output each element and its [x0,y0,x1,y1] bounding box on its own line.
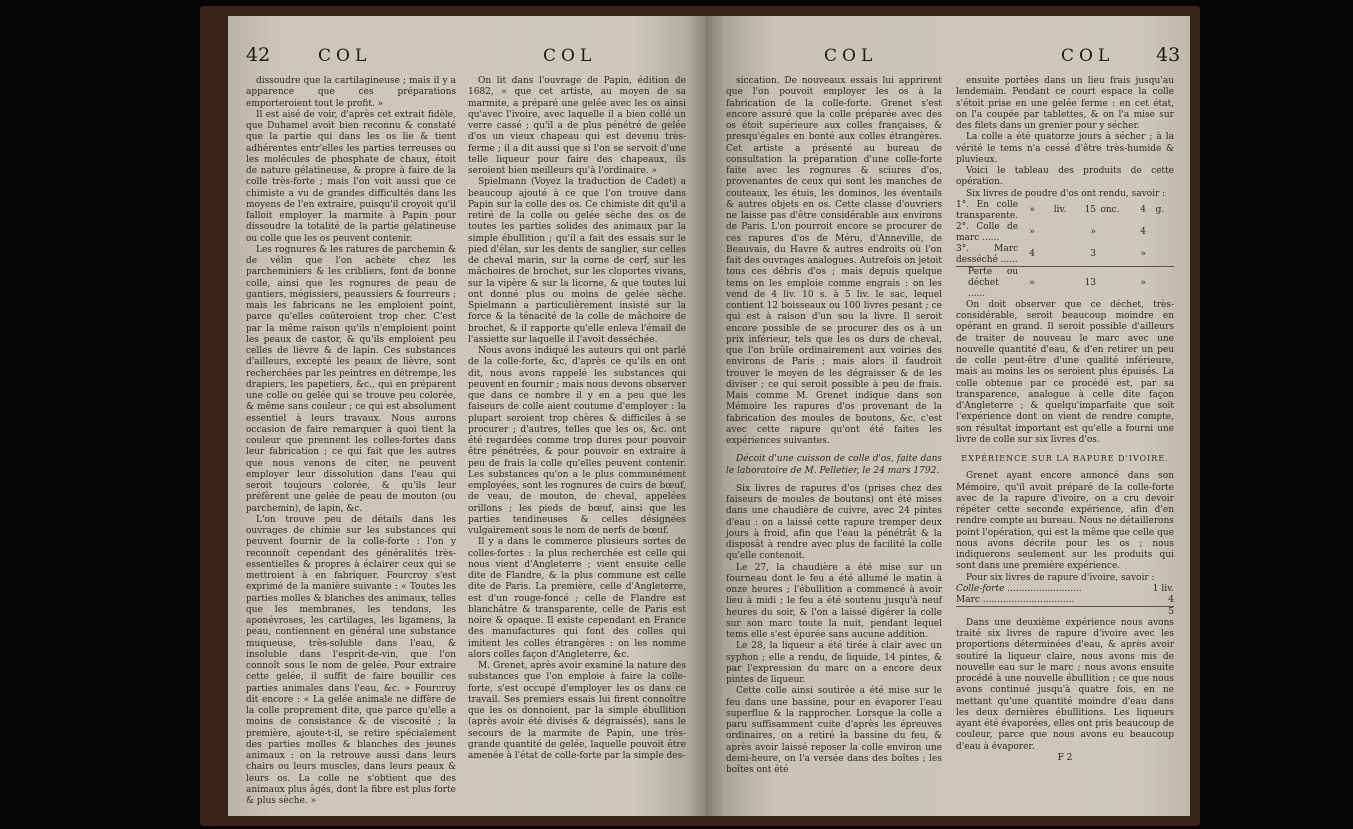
table-cell-onc: » [1090,227,1097,238]
section-title: EXPÉRIENCE SUR LA RAPURE D'IVOIRE. [961,454,1169,463]
page-number-right: 43 [1156,44,1181,66]
paragraph: Grenet ayant encore annoncé dans son Mémoire, qu'il avoit préparé de la colle-forte avec de la rapure d'ivoire, on a cru devoir répéter cette seconde expérience, afin d'en rendre compte au bureau. Nous ne détaillerons point l'opération, qui est la même que celle que nous avons décrite pour les os ; nous indiquerons seulement sur les produits qui sont dans une première expérience. [956,471,1174,572]
signature-mark: F 2 [1057,752,1073,763]
paragraph: Dans une deuxième expérience nous avons traité six livres de rapure d'ivoire avec les proportions déterminées d'eau, & après avoir soutiré la liqueur claire, nous avons mis de nouvelle eau sur le marc ; nous avons ensuite procédé à une nouvelle ébullition ; ce que nous avons continué jusqu'à quatre fois, en ne mettant qu'une quantité moindre d'eau dans les deux dernières ébullitions. Les liqueurs ayant été évaporées, elles ont pris beaucoup de couleur, parce que nous avons eu beaucoup d'eau à évaporer. [956,617,1174,752]
table-cell-value: 4 [1168,594,1174,605]
left-column-1 [246,76,456,807]
running-head-left-col2: COL [543,46,597,66]
table-cell-gros: 4 [1140,227,1146,238]
table-cell-unit: onc. [1100,205,1120,216]
paragraph: Le 27, la chaudière a été mise sur un fourneau dont le feu a été allumé le matin à onze heures ; l'ébullition a commencé à avoir lieu à midi ; le feu a été soutenu jusqu'à neuf heures du soir, & l'on a laissé digérer la colle sur son marc toute la nuit, pendant lequel tems elle s'est épurée sans aucune addition. [726,562,942,640]
products-table [956,200,1174,300]
table-cell-label: Colle-forte .......................... [956,583,1082,594]
table-cell-onc: 13 [1074,266,1096,300]
paragraph: ensuite portées dans un lieu frais jusqu'au lendemain. Pendant ce court espace la colle s'étoit prise en une gelée ferme : en cet état, on l'a coupée par tablettes, & on l'a mise sur des filets dans un grenier pour y sécher. [956,76,1174,131]
paragraph: Le 28, la liqueur a été tirée à clair avec un syphon ; elle a rendu, de liquide, 14 pintes, & par l'expression du marc on a encore deux pintes de liqueur. [726,641,942,685]
table-cell-onc: 15 [1084,205,1097,216]
paragraph: On doit observer que ce déchet, très-considérable, seroit beaucoup moindre en opérant en grand. Il seroit possible d'ailleurs de traiter de nouveau le marc avec une nouvelle quantité d'eau, & d'en retirer un peu de colle peut-être d'une qualité inférieure, mais au moins les os seroient plus épuisés. La colle obtenue par ce procédé est, par sa transparence, analogue à celle dite façon d'Angleterre ; & quelqu'imparfaite que soit l'expérience dont on vient de rendre compte, son résultat important est qu'elle a fourni une livre de colle sur six livres d'os. [956,299,1174,445]
table-row [956,244,1174,267]
paragraph: Les rognures & les ratures de parchemin & de vélin que l'on achète chez les parcheminiers & les cribliers, font de bonne colle, ainsi que les rognures de peau de gantiers, mégissiers, peaussiers & fourreurs ; mais les fabricans ne les emploient point, parce qu'elles coûteroient trop cher. C'est par la même raison qu'ils n'emploient point les peaux de castor, & qu'ils emploient peu celles de lièvre & de lapin. Ces substances d'ailleurs, excepté les peaux de lièvre, sont recherchées par les peintres en détrempe, les drapiers, les papetiers, &c., qui en préparent une colle ou gelée qui se trouve peu colorée, & même sans couleur ; ce qui est absolument essentiel à leurs travaux. Nous aurons occasion de faire remarquer à quoi tient la couleur que prennent les colles-fortes dans leur fabrication ; ce qui fait que les autres que nous venons de citer, ne peuvent employer leur dissolution dans l'eau qui seroit toujours colorée, & qu'ils leur préfèrent une gelée de peau de mouton (ou parchemin), de lapin, &c. [246,244,457,514]
right-column-2 [956,76,1174,764]
paragraph: siccation. De nouveaux essais lui apprirent que l'on pouvoit employer les os à la fabrication de la colle-forte. Grenet s'est encore assuré que la colle préparée avec des os étoit supérieure aux colles françaises, & presqu'égales en bonté aux colles étrangères. Cet artiste a présenté au bureau de consultation la préparation d'une colle-forte faite avec les rognures & sciures d'os, provenantes de ceux qui sont les manches de couteaux, les étuis, les dominos, les éventails & autres objets en os. Cette classe d'ouvriers ne laisse pas d'être considérable aux environs de Paris. L'on pourroit encore se procurer de ces rapures d'os de Méru, d'Anneville, de Beauvais, du Havre & autres endroits où l'on fait des ouvrages analogues. Autrefois on jetoit tous ces débris d'os ; mais depuis quelque tems on les emploie comme engrais : on les vend de 4 liv. 10 s. à 5 liv. le sac, lequel contient 12 boisseaux ou 100 livres pesant ; ce qui est à raison d'un sou la livre. Il seroit encore possible de se procurer des os à un prix inférieur, tels que les os durs de cheval, que l'on brûle ordinairement aux voiries des environs de Paris ; mais alors il faudroit trouver le moyen de les dégraisser & de les diviser ; ce qui seroit possible à peu de frais. Mais comme M. Grenet indique dans son Mémoire les rapures d'os provenant de la fabrication des moules de boutons, &c. c'est avec cette rapure qu'ont été faites les expériences suivantes. [726,76,942,446]
paragraph: Cette colle ainsi soutirée a été mise sur le feu dans une bassine, pour en évaporer l'eau superflue & la rapprocher. Lorsque la colle a paru suffisamment cuite d'après les épreuves ordinaires, on a retiré la bassine du feu, & après avoir laissé reposer la colle environ une demi-heure, on l'a versée dans des boîtes ; les boîtes ont été [726,686,942,775]
left-column-2 [468,76,686,762]
paragraph: Pour six livres de rapure d'ivoire, savoir : [966,572,1155,583]
table-cell-liv: 4 [1029,249,1035,260]
table-cell-liv: » [1029,205,1035,216]
table-cell-liv: » [1018,266,1046,300]
experiment-title: Décoit d'une cuisson de colle d'os, faite dans le laboratoire de M. Pelletier, le 24 mars 1792. [726,454,942,476]
paragraph: M. Grenet, après avoir examiné la nature des substances que l'on emploie à faire la colle-forte, s'est occupé d'employer les os dans ce travail. Ses premiers essais lui firent connoître que les os donnoient, par la simple ébullition (après avoir été divisés & dégraissés), sans le secours de la marmite de Papin, une très-grande quantité de gelée, laquelle pouvoit être amenée à l'état de colle-forte par la simple des- [468,661,686,761]
ivory-table [956,584,1174,618]
table-cell-liv: » [1029,227,1035,238]
table-row [956,584,1174,595]
table-cell-onc: 3 [1090,249,1097,260]
paragraph: dissoudre que la cartilagineuse ; mais il y a apparence que ces préparations emporteroient tout le profit. » [246,76,456,109]
paragraph: On lit dans l'ouvrage de Papin, édition de 1682, « que cet artiste, au moyen de sa marmite, a préparé une gelée avec les os ainsi qu'avec l'ivoire, avec laquelle il a bien collé un verre cassé ; qu'il a de plus pénétré de gelée d'os un vieux chapeau qui est devenu très-ferme ; il a dit aussi que si l'on se servoit d'une telle liqueur pour faire des chapeaux, ils seroient bien meilleurs qu'à l'ordinaire. » [468,76,686,176]
left-page [228,16,706,816]
table-cell-label: Perte ou déchet ...... [956,266,1018,300]
paragraph: Voici le tableau des produits de cette opération. [956,166,1174,188]
table-cell-label: Marc ................................ [956,594,1075,605]
table-row [956,595,1174,607]
table-cell-gros: » [1140,249,1146,260]
table-cell-value: 1 liv. [1152,583,1174,594]
page-number-left: 42 [246,44,271,66]
table-cell-unit: liv. [1053,205,1067,216]
table-row [956,606,1174,618]
paragraph: Six livres de poudre d'os ont rendu, savoir : [966,188,1166,199]
running-head-right-col2: COL [1061,46,1115,66]
table-row [956,266,1174,300]
running-head-right-col1: COL [824,46,878,66]
table-cell-value: 5 [1134,606,1174,618]
table-cell-unit: g. [1155,205,1165,216]
paragraph: L'on trouve peu de détails dans les ouvrages de chimie sur les substances qui peuvent fournir de la colle-forte : l'on y reconnoît cependant des généralités très-essentielles & propres à éclairer ceux qui se mettroient à en fabriquer. Fourcroy s'est exprimé de la manière suivante : « Toutes les parties molles & blanches des animaux, telles que les membranes, les tendons, les aponévroses, les cartilages, les ligamens, la peau, contiennent en général une substance muqueuse, très-soluble dans l'eau, & insoluble dans l'esprit-de-vin, que l'on connoît sous le nom de gelée. Pour extraire cette gelée, il suffit de faire bouillir ces parties animales dans l'eau, &c. » Fourcroy dit encore : « La gelée animale ne diffère de la colle proprement dite, que parce qu'elle a moins de consistance & de viscosité ; la première, ajoute-t-il, se retire spécialement des parties molles & blanches des jeunes animaux : on la retrouve aussi dans leurs chairs ou leurs muscles, dans leurs peaux & leurs os. La colle ne s'obtient que des animaux plus âgés, dont la fibre est plus forte & plus sèche. » [246,514,456,806]
table-cell-label: 3°. Marc desséché ...... [956,243,1019,265]
table-cell-label: 2°. Colle de marc ...... [956,221,1019,243]
table-row [956,222,1174,244]
right-column-1 [726,76,942,776]
paragraph: Il y a dans le commerce plusieurs sortes de colles-fortes : la plus recherchée est celle qui nous vient d'Angleterre ; vient ensuite celle dite de Flandre, & la plus commune est celle dite de Paris. La première, celle d'Angleterre, est d'un rouge-foncé ; celle de Flandre est blanchâtre & transparente, celle de Paris est noire & opaque. Il existe cependant en France des manufactures qui font des colles qui imitent les colles étrangères : on les nomme alors colles façon d'Angleterre, &c. [468,537,686,660]
table-row [956,200,1174,222]
table-cell-label: 1°. En colle transparente. [956,199,1019,221]
paragraph: Spielmann (Voyez la traduction de Cadet) a beaucoup ajouté à ce que l'on trouve dans Papin sur la colle des os. Ce chimiste dit qu'il a retiré de la colle ou gelée sèche des os de toutes les parties solides des animaux par la simple ébullition ; qu'il a fait des essais sur le pied d'élan, sur les dents de sanglier, sur celles de cheval marin, sur la corne de cerf, sur les mâchoires de brochet, sur les cloportes vivans, sur la vipère & sur la licorne, & que toutes lui ont donné plus ou moins de gelée sèche. Spielmann a particulièrement insisté sur la force & la ténacité de la colle de mâchoire de brochet, & il rapporte qu'elle enleva l'émail de l'assiette sur laquelle il l'avoit desséchée. [468,177,686,345]
paragraph: Six livres de rapures d'os (prises chez des faiseurs de moules de boutons) ont été mises dans une chaudière de cuivre, avec 24 pintes d'eau : on a laissé cette rapure tremper deux jours à froid, afin que l'eau la pénétrât & la disposât à rendre avec plus de facilité la colle qu'elle contenoit. [726,483,942,562]
running-head-left-col1: COL [318,46,372,66]
paragraph: La colle a été quatorze jours à sécher ; à la vérité le tems n'a cessé d'être très-humide & pluvieux. [956,132,1174,165]
right-page [706,16,1190,816]
table-cell-gros: 4 [1140,205,1146,216]
paragraph: Il est aisé de voir, d'après cet extrait fidèle, que Duhamel avoit bien reconnu & constaté que la partie qui dans les os lie & tient adhérentes entr'elles les parties terreuses ou les molécules de phosphate de chaux, étoit de nature gélatineuse, & propre à faire de la colle très-forte ; mais l'on voit aussi que ce chimiste a vu de grandes difficultés dans les moyens de l'en extraire, puisqu'il croyoit qu'il falloit employer la marmite à Papin pour dissoudre la totalité de la partie gélatineuse ou colle que les os peuvent contenir. [246,109,456,244]
table-cell-gros: » [1124,266,1146,300]
table-cell-label [956,606,1134,618]
paragraph: Nous avons indiqué les auteurs qui ont parlé de la colle-forte, &c, d'après ce qu'ils en ont dit, nous avons rappelé les substances qui peuvent en fournir ; mais nous devons observer que dans ce nombre il y en a peu que les faiseurs de colle aient coutume d'employer : la plupart seroient trop chères & difficiles à se procurer ; d'autres, telles que les os, &c. ont été regardées comme trop dures pour pouvoir être pénétrées, & pour pouvoir en extraire à peu de frais la colle qu'elles peuvent contenir. Les substances qu'on a le plus communément employées, sont les rognures de cuirs de bœuf, de veau, de mouton, de cheval, appelées orillons ; les pieds de bœuf, ainsi que les parties tendineuses & celles désignées vulgairement sous le nom de nerfs de bœuf. [468,346,686,536]
